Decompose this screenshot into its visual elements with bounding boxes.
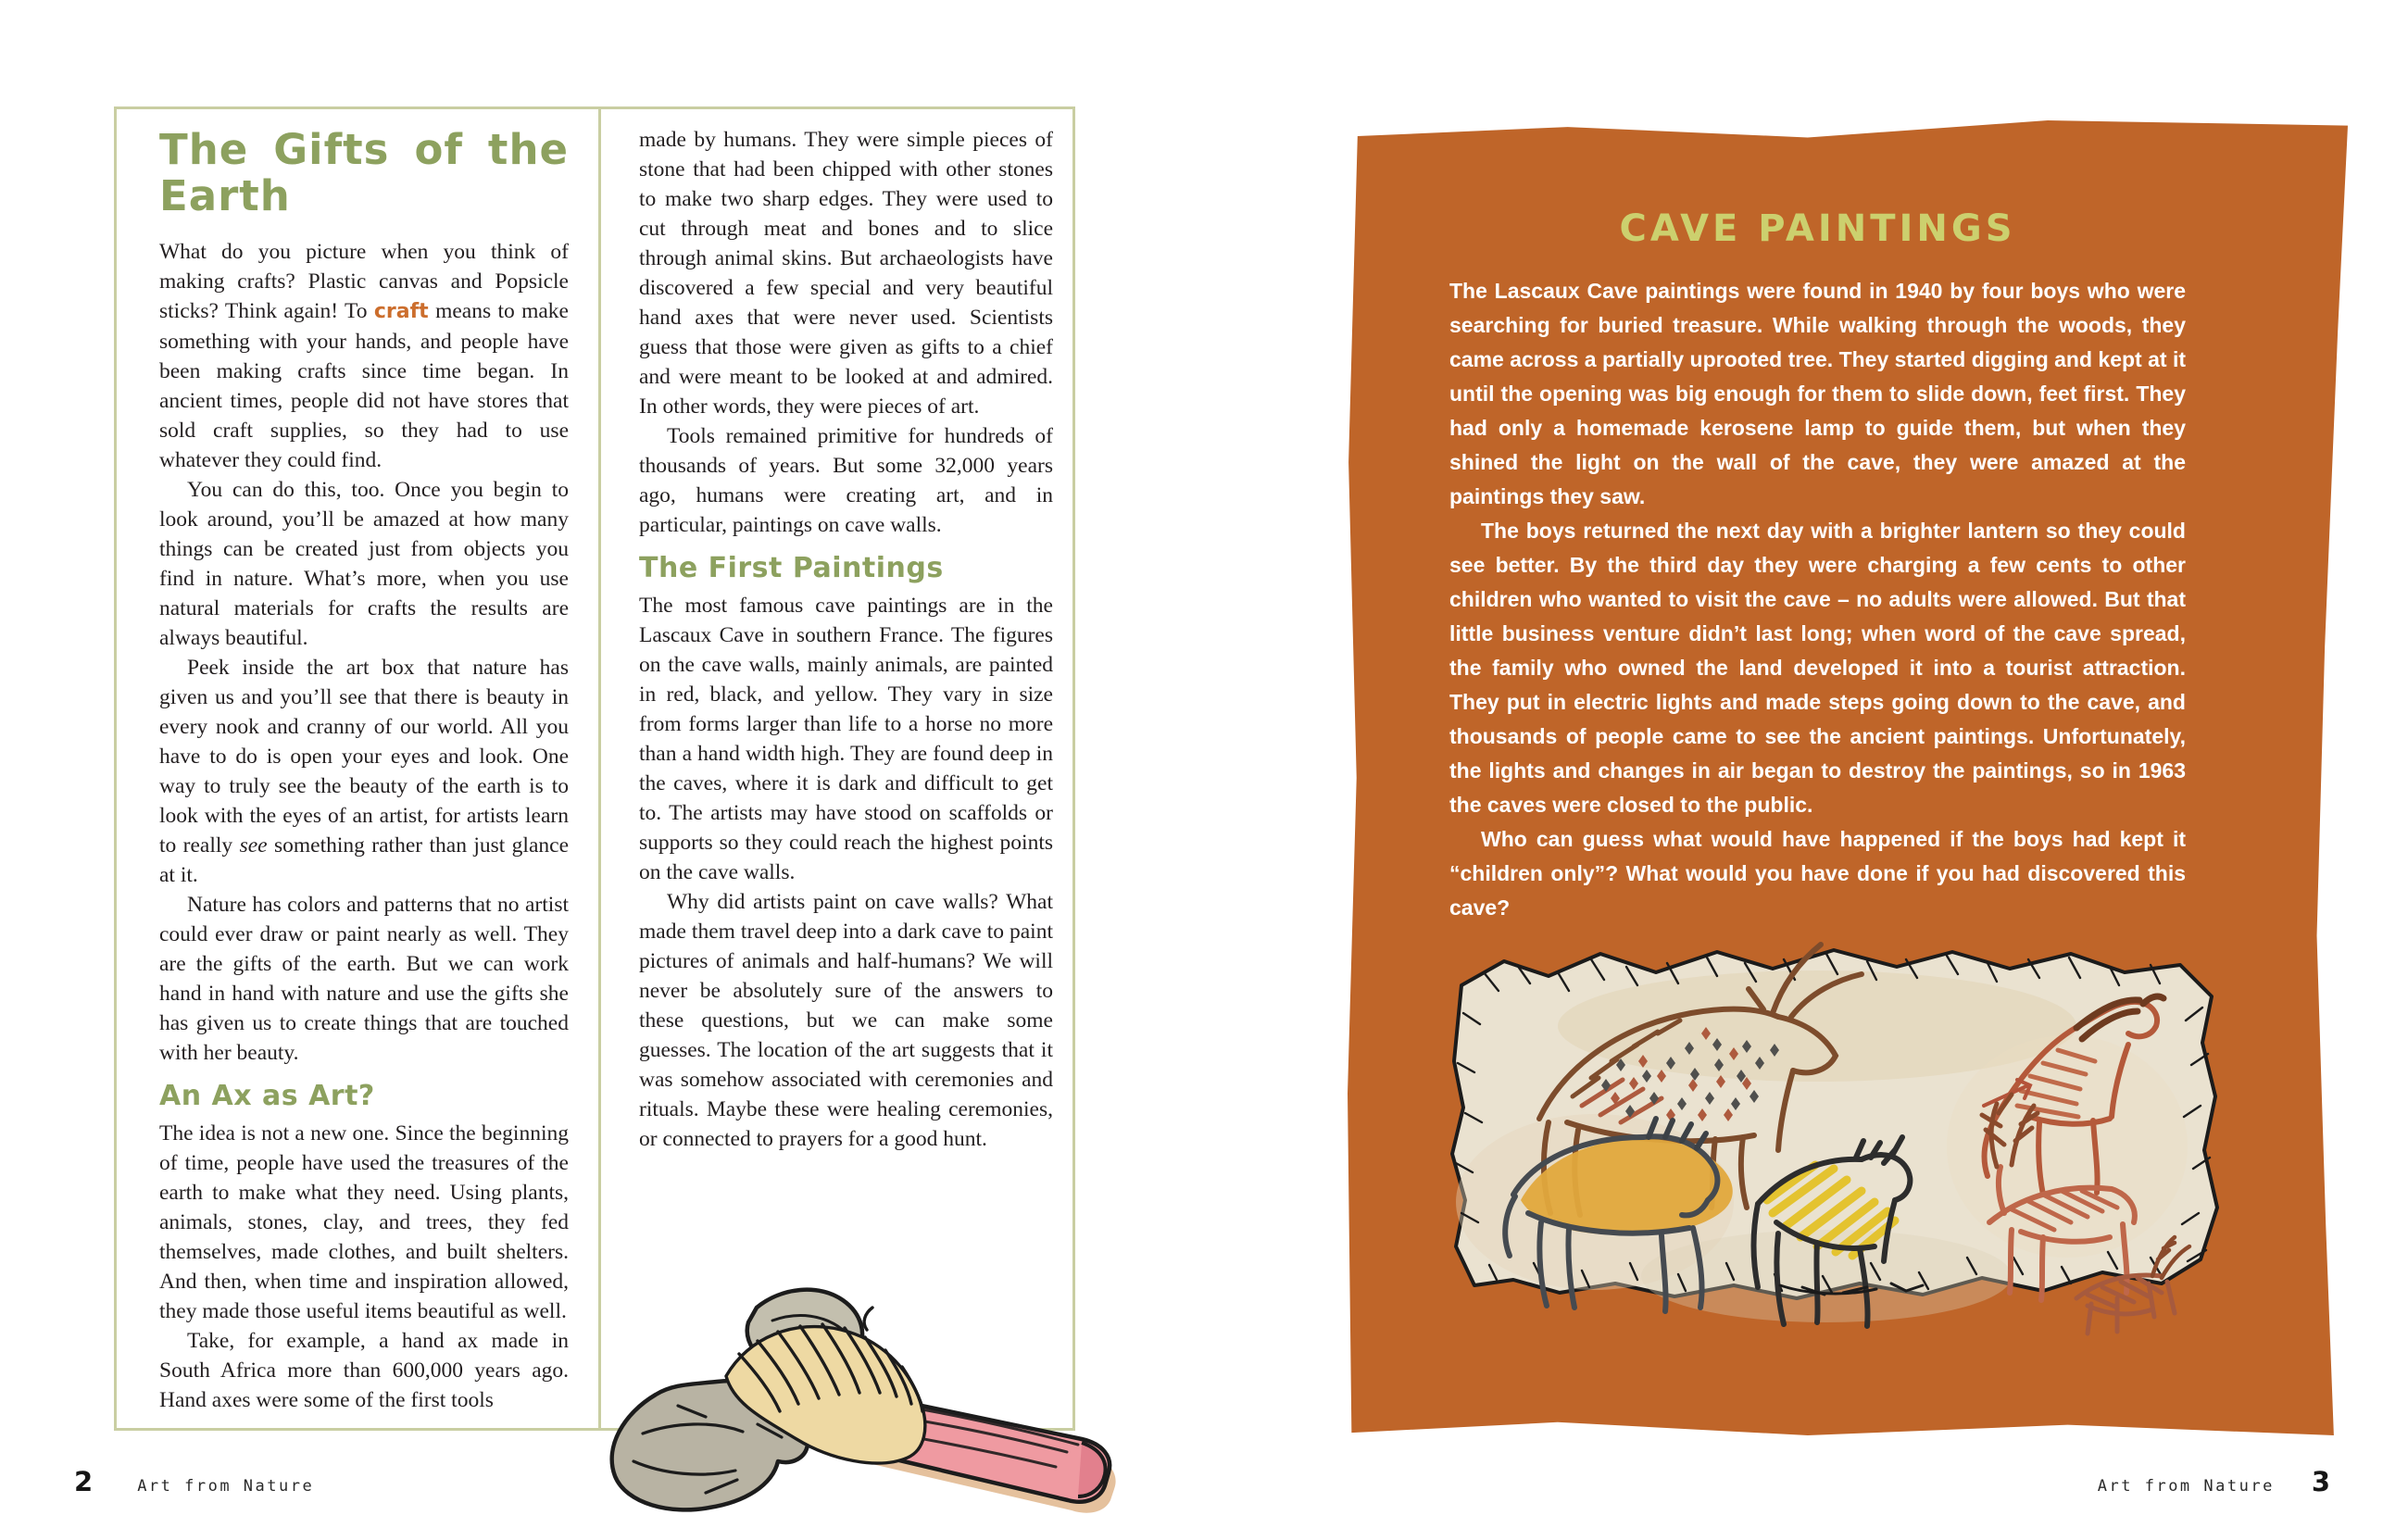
cave-painting-illustration — [1428, 924, 2243, 1341]
footer-right — [2098, 1466, 2330, 1497]
page-number-right: 3 — [2311, 1466, 2330, 1497]
paragraph: made by humans. They were simple pieces of stone that had been chipped with other stones to make two sharp edges. They were used to cut through meat and bones and to slice through animal skins. But archaeologists have discovered a few special and very beautiful hand axes that were never used. Scientists guess that those were given as gifts to a chief and were meant to be looked at and admired. In other words, they were pieces of art. — [639, 128, 1053, 419]
hand-ax-illustration — [567, 1276, 1136, 1517]
left-column-2 — [639, 125, 1053, 1154]
text-segment: means to make something with your hands, and people have been making crafts since time began. In ancient times, people did not have stores that sold craft supplies, so they had to use whatever they could find. — [159, 298, 569, 472]
subheading-first-paintings: The First Paintings — [639, 552, 944, 584]
emphasized-word: see — [239, 833, 268, 858]
paragraph: The idea is not a new one. Since the beginning of time, people have used the treasures of the earth to make what they need. Using plants, animals, stones, clay, and trees, they fed themselves, made clothes, and built shelters. And then, when time and inspiration allowed, they made those useful items beautiful as well. — [159, 1121, 569, 1323]
paragraph: The Lascaux Cave paintings were found in 1940 by four boys who were searching for buried treasure. While walking through the woods, they came across a partially uprooted tree. They started digging and kept at it until the opening was big enough for them to slide down, feet first. They had only a homemade kerosene lamp to guide them, but when they shined the light on the wall of the cave, they were amazed at the paintings they saw. — [1449, 279, 2186, 508]
subheading-an-ax-as-art: An Ax as Art? — [159, 1079, 375, 1112]
book-title-right: Art from Nature — [2097, 1477, 2275, 1496]
column-divider — [598, 106, 601, 1431]
paragraph: Take, for example, a hand ax made in South Africa more than 600,000 years ago. Hand axes were some of the first tools — [159, 1328, 569, 1412]
paragraph — [159, 653, 569, 890]
paragraph: Nature has colors and patterns that no artist could ever draw or paint nearly as well. They are the gifts of the earth. But we can work hand in hand with nature and use the gifts she has given us to create things that are touched with her beauty. — [159, 892, 569, 1065]
paragraph: Tools remained primitive for hundreds of thousands of years. But some 32,000 years ago, humans were creating art, and in particular, paintings on cave walls. — [639, 424, 1053, 537]
left-column-1 — [159, 125, 569, 1415]
text-segment: What do you picture when you think of making crafts? Plastic canvas and Popsicle sticks? Think again! To — [159, 239, 569, 323]
text-segment: something rather than just glance at it. — [159, 833, 570, 887]
page-number-left: 2 — [74, 1466, 94, 1497]
paragraph: The boys returned the next day with a brighter lantern so they could see better. By the third day they were charging a few cents to other children who wanted to visit the cave – no adults were allowed. But that little business venture didn’t last long; when word of the cave spread, the family who owned the land developed it into a tourist attraction. They put in electric lights and made steps going down to the cave, and thousands of people came to see the ancient paintings. Unfortunately, the lights and changes in air began to destroy the paintings, so in 1963 the caves were closed to the public. — [1449, 519, 2186, 817]
text-segment: Peek inside the art box that nature has given us and you’ll see that there is beauty in every nook and cranny of our world. All you have to do is open your eyes and look. One way to truly see the beauty of the earth is to look with the eyes of an artist, for artists learn to really — [159, 655, 569, 858]
paragraph: The most famous cave paintings are in the Lascaux Cave in southern France. The figures on the cave walls, mainly animals, are painted in red, black, and yellow. They vary in size from forms larger than life to a horse no more than a hand width high. They are found deep in the caves, where it is dark and difficult to get to. The artists may have stood on scaffolds or supports so they could reach the highest points on the cave walls. — [639, 594, 1053, 884]
page-title: The Gifts of the Earth — [159, 125, 569, 221]
paragraph: Why did artists paint on cave walls? What made them travel deep into a dark cave to paint pictures of animals and half-humans? We will never be absolutely sure of the answers to these questions, but we can make some guesses. The location of the art suggests that it was somehow associated with ceremonies and rituals. Maybe these were healing ceremonies, or connected to prayers for a good hunt. — [639, 890, 1053, 1151]
footer-left — [74, 1466, 314, 1497]
book-title-left: Art from Nature — [137, 1477, 315, 1496]
craft-keyword: craft — [373, 299, 429, 323]
paragraph: You can do this, too. Once you begin to look around, you’ll be amazed at how many things can be created just from objects you find in nature. What’s more, when you use natural materials for crafts the results are always beautiful. — [159, 477, 569, 650]
paragraph: Who can guess what would have happened if the boys had kept it “children only”? What would you have done if you had discovered this cave? — [1449, 827, 2186, 920]
sidebar-title: CAVE PAINTINGS — [1619, 207, 2016, 250]
paragraph — [159, 237, 569, 475]
sidebar-body — [1449, 274, 2186, 925]
